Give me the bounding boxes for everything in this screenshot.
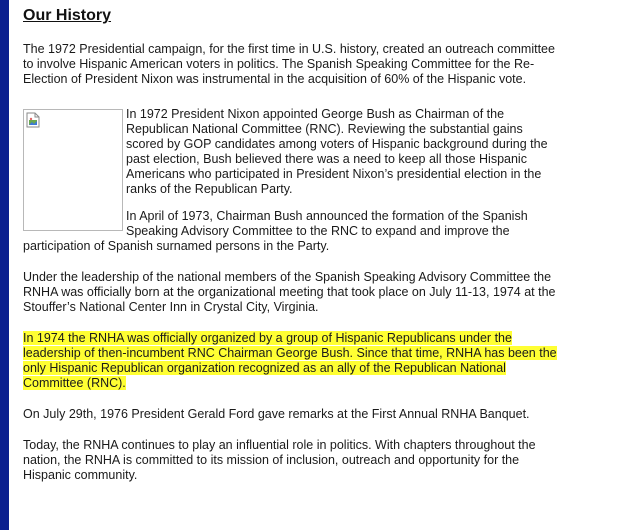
paragraph-rnha-organized <box>23 331 563 391</box>
broken-image-icon <box>26 112 40 128</box>
left-border-bar <box>0 0 9 530</box>
page-title: Our History <box>23 7 112 24</box>
highlighted-text: In 1974 the RNHA was officially organized by a group of Hispanic Republicans under the leadership of then-incumbent RNC Chairman George Bush. Since that time, RNHA has been the only Hispanic Republican organization recognized as an ally of the Republican National Committee (RNC). <box>23 331 557 390</box>
image-text-block <box>23 107 563 254</box>
article-content <box>23 6 563 483</box>
paragraph-campaign-1972: The 1972 Presidential campaign, for the first time in U.S. history, created an outreach committee to involve Hispanic American voters in politics. The Spanish Speaking Committee for the Re-Election of President Nixon was instrumental in the acquisition of 60% of the Hispanic vote. <box>23 42 555 86</box>
broken-image-placeholder <box>23 109 123 231</box>
paragraph-rnha-today: Today, the RNHA continues to play an influential role in politics. With chapters throughout the nation, the RNHA is committed to its mission of inclusion, outreach and opportunity for the Hispanic community. <box>23 438 536 482</box>
paragraph-bush-appointment: In 1972 President Nixon appointed George Bush as Chairman of the Republican National Committee (RNC). Reviewing the substantial gains scored by GOP candidates among voters of Hispanic background during the past election, Bush believed there was a need to keep all those Hispanic Americans who participated in President Nixon’s presidential election in the ranks of the Republican Party. <box>126 107 548 196</box>
paragraph-rnha-born: Under the leadership of the national members of the Spanish Speaking Advisory Committee the RNHA was officially born at the organizational meeting that took place on July 11-13, 1974 at the Stouffer’s National Center Inn in Crystal City, Virginia. <box>23 270 556 314</box>
paragraph-advisory-committee: In April of 1973, Chairman Bush announced the formation of the Spanish Speaking Advisory Committee to the RNC to expand and improve the participation of Spanish surnamed persons in the Party. <box>23 209 528 253</box>
paragraph-ford-remarks: On July 29th, 1976 President Gerald Ford gave remarks at the First Annual RNHA Banquet. <box>23 407 530 421</box>
